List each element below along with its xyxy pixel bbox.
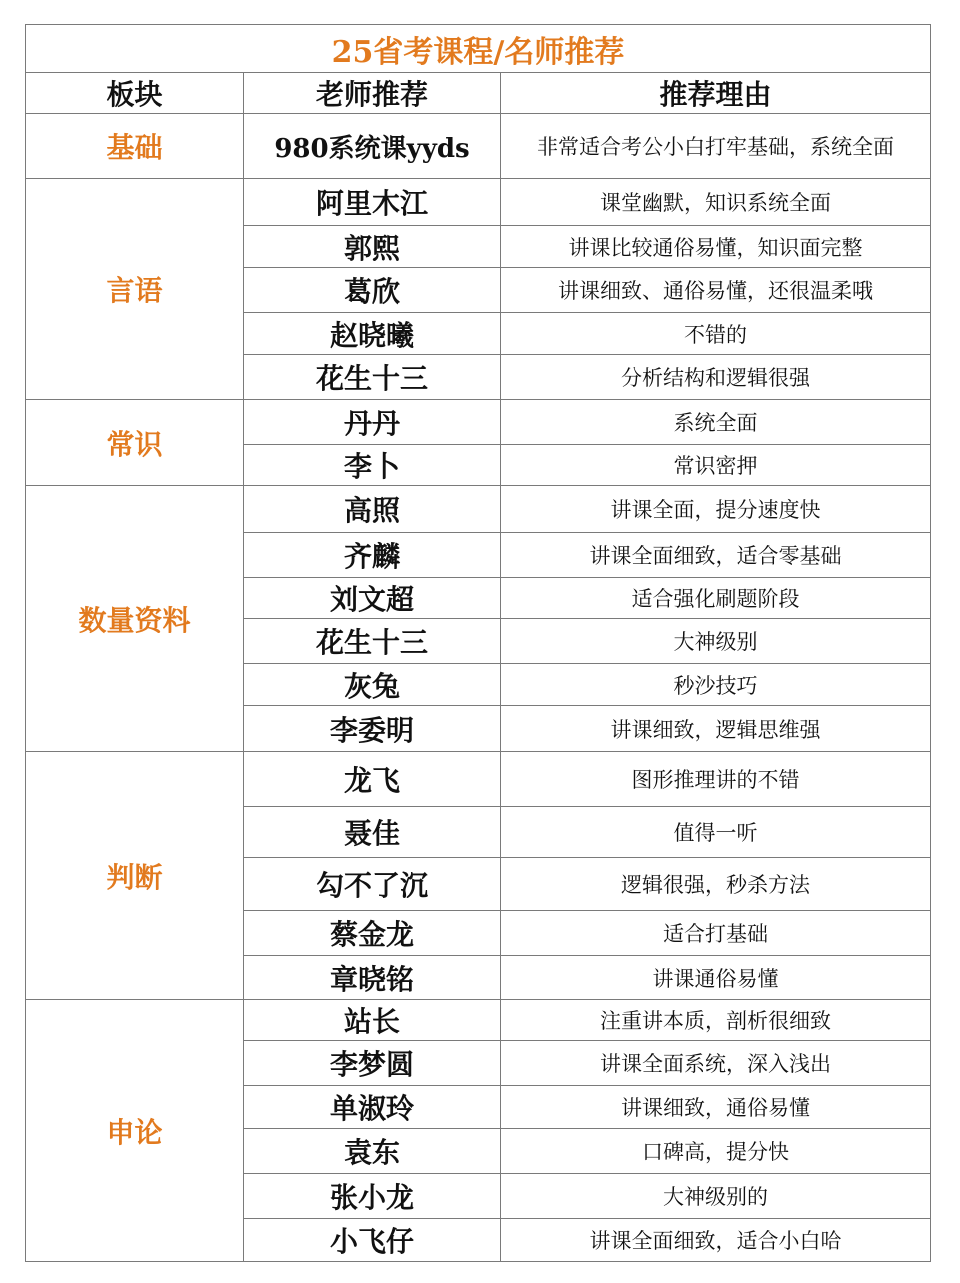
recommend-reason: 讲课通俗易懂: [501, 956, 931, 1000]
teacher-name: 赵晓曦: [244, 313, 501, 355]
header-teacher: 老师推荐: [244, 73, 501, 114]
teacher-name: 龙飞: [244, 752, 501, 807]
recommend-reason: 讲课全面细致，适合小白哈: [501, 1219, 931, 1262]
recommend-reason: 注重讲本质，剖析很细致: [501, 1000, 931, 1041]
table-row: [26, 486, 931, 533]
recommend-reason: 讲课细致，逻辑思维强: [501, 706, 931, 752]
recommend-reason: 不错的: [501, 313, 931, 355]
table-title: 25省考课程/名师推荐: [26, 25, 931, 73]
recommend-reason: 适合打基础: [501, 911, 931, 956]
section-label: 数量资料: [26, 486, 244, 752]
teacher-name: 蔡金龙: [244, 911, 501, 956]
recommend-reason: 讲课全面，提分速度快: [501, 486, 931, 533]
table-row: [26, 114, 931, 179]
section-label: 基础: [26, 114, 244, 179]
table-row: [26, 1000, 931, 1041]
teacher-name: 花生十三: [244, 619, 501, 664]
recommendation-table: [25, 24, 931, 1262]
recommend-reason: 适合强化刷题阶段: [501, 578, 931, 619]
teacher-name: 李卜: [244, 445, 501, 486]
recommend-reason: 系统全面: [501, 400, 931, 445]
recommend-reason: 课堂幽默，知识系统全面: [501, 179, 931, 226]
teacher-name: 郭熙: [244, 226, 501, 268]
recommend-reason: 讲课全面细致，适合零基础: [501, 533, 931, 578]
teacher-name: 袁东: [244, 1129, 501, 1174]
recommend-reason: 讲课全面系统，深入浅出: [501, 1041, 931, 1086]
teacher-name: 小飞仔: [244, 1219, 501, 1262]
recommendation-sheet: [25, 24, 930, 1262]
teacher-name: 李委明: [244, 706, 501, 752]
recommend-reason: 分析结构和逻辑很强: [501, 355, 931, 400]
teacher-name: 葛欣: [244, 268, 501, 313]
table-row: [26, 400, 931, 445]
header-row: [26, 73, 931, 114]
recommend-reason: 大神级别的: [501, 1174, 931, 1219]
recommend-reason: 讲课细致，通俗易懂: [501, 1086, 931, 1129]
teacher-name: 聂佳: [244, 807, 501, 858]
recommend-reason: 大神级别: [501, 619, 931, 664]
teacher-name: 980系统课yyds: [244, 114, 501, 179]
title-row: [26, 25, 931, 73]
section-label: 言语: [26, 179, 244, 400]
teacher-name: 刘文超: [244, 578, 501, 619]
teacher-name: 丹丹: [244, 400, 501, 445]
teacher-name: 张小龙: [244, 1174, 501, 1219]
recommend-reason: 口碑高，提分快: [501, 1129, 931, 1174]
recommend-reason: 讲课细致、通俗易懂，还很温柔哦: [501, 268, 931, 313]
recommend-reason: 非常适合考公小白打牢基础，系统全面: [501, 114, 931, 179]
header-reason: 推荐理由: [501, 73, 931, 114]
teacher-name: 高照: [244, 486, 501, 533]
teacher-name: 勾不了沉: [244, 858, 501, 911]
teacher-name: 花生十三: [244, 355, 501, 400]
recommend-reason: 图形推理讲的不错: [501, 752, 931, 807]
header-section: 板块: [26, 73, 244, 114]
section-label: 判断: [26, 752, 244, 1000]
teacher-name: 齐麟: [244, 533, 501, 578]
recommend-reason: 逻辑很强，秒杀方法: [501, 858, 931, 911]
recommend-reason: 常识密押: [501, 445, 931, 486]
table-row: [26, 752, 931, 807]
teacher-name: 单淑玲: [244, 1086, 501, 1129]
teacher-name: 站长: [244, 1000, 501, 1041]
section-label: 常识: [26, 400, 244, 486]
teacher-name: 李梦圆: [244, 1041, 501, 1086]
teacher-name: 阿里木江: [244, 179, 501, 226]
recommend-reason: 值得一听: [501, 807, 931, 858]
teacher-name: 灰兔: [244, 664, 501, 706]
teacher-name: 章晓铭: [244, 956, 501, 1000]
recommend-reason: 讲课比较通俗易懂，知识面完整: [501, 226, 931, 268]
recommend-reason: 秒沙技巧: [501, 664, 931, 706]
table-row: [26, 179, 931, 226]
section-label: 申论: [26, 1000, 244, 1262]
